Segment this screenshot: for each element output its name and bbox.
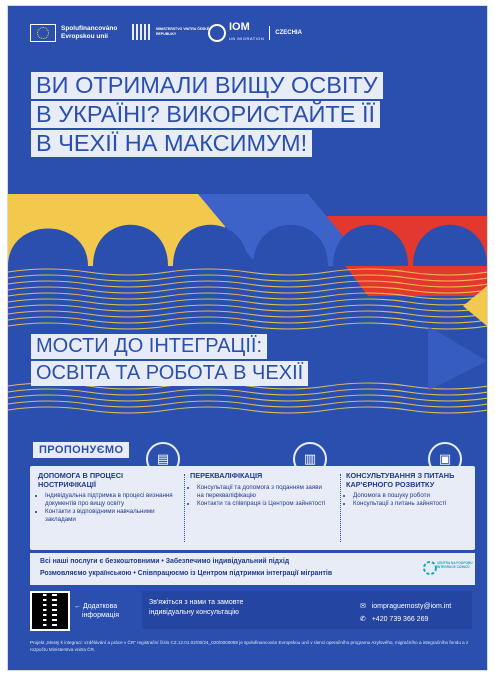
card-divider [184,474,185,542]
eu-logo-text: Spolufinancováno Evropskou unií [61,25,118,40]
eu-flag-icon [30,24,56,42]
iom-subtitle: UN MIGRATION [229,36,265,41]
more-info-line-2: інформація [82,612,120,619]
services-panel [30,466,475,550]
mail-icon: ✉ [360,603,366,610]
briefcase-icon: ▣ [428,442,462,476]
eu-logo [30,24,131,42]
card-divider [340,474,341,542]
service-card-requalification [190,472,330,544]
email-address: iompraguemosty@iom.int [371,603,452,610]
side-arrow-shape [428,326,487,391]
contact-call [149,598,243,618]
benefits-line-2: Розмовляємо українською • Співпрацюємо із Центром підтримки інтеграції мігрантів [40,570,333,577]
contact-call-line-1: Зв'яжіться з нами та замовте [149,599,244,606]
benefits-line-1: Всі наші послуги є безкоштовними • Забезпечимо індивідуальний підхід [40,558,290,565]
footer-legal-text: Projekt „Mosty k integraci: vzdělávání a práce v ČR" registrační číslo CZ.12.01.02/00/24_020/0000058 je spolufinancován Evropskou unií v rámci operačního programu Azylového, migračního a integračního fondu a z rozpočtu Ministerstva vnitra ČR. [30,640,469,652]
subtitle-line-2: ОСВІТА ТА РОБОТА В ЧЕХІЇ [31,361,308,386]
service-bullet: • Допомога в пошуку роботи [353,492,472,500]
service-card-nostrification [38,472,178,544]
more-info-line-1: Додаткова [82,603,118,610]
ministry-logo [132,24,211,40]
headline-line-1: ВИ ОТРИМАЛИ ВИЩУ ОСВІТУ [31,72,383,99]
headline-line-2: В УКРАЇНІ? ВИКОРИСТАЙТЕ ЇЇ [31,101,380,128]
header-logos [8,6,487,58]
iom-name: IOM [229,21,250,33]
poster [8,6,487,670]
integration-centre-logo-text: CENTRA NA PODPORU INTEGRACE CIZINCŮ [437,561,473,569]
service-bullet: • Контакти з відповідними навчальними закладами [45,508,178,524]
email-contact[interactable] [360,602,451,610]
service-bullet: • Індивідуальна підтримка в процесі визнання документів про вищу освіту [45,492,178,508]
service-title: КОНСУЛЬТУВАННЯ З ПИТАНЬ КАР'ЄРНОГО РОЗВИТКУ [346,471,455,489]
country-label: CZECHIA [269,26,302,40]
contact-call-line-2: індивідуальну консультацію [149,609,239,616]
integration-centre-logo-icon [423,558,437,578]
qr-code-pattern [32,593,68,629]
arrow-left-icon: ← [74,603,81,610]
certificate-icon: ▤ [146,442,180,476]
subtitle-line-1: МОСТИ ДО ІНТЕГРАЦІЇ: [31,334,267,359]
phone-contact[interactable] [360,615,428,623]
iom-logo [208,22,302,44]
book-icon: ▥ [293,442,327,476]
service-bullet: • Консультації та допомога з поданням заяви на перекваліфікацію [197,484,330,500]
service-card-career [346,472,472,544]
qr-code[interactable] [30,591,70,631]
iom-logo-text [229,22,264,44]
service-bullet: • Контакти та співпраця із Центром зайнятості [197,500,330,508]
globe-icon [208,24,226,42]
headline-line-3: В ЧЕХІЇ НА МАКСИМУМ! [31,130,312,157]
service-title: ПЕРЕКВАЛІФІКАЦІЯ [190,471,263,480]
ministry-logo-text: MINISTERSTVO VNITRA ČESKÉ REPUBLIKY [156,27,210,36]
service-title: ДОПОМОГА В ПРОЦЕСІ НОСТРИФІКАЦІЇ [38,471,124,489]
more-info-link[interactable] [74,602,119,620]
phone-icon: ✆ [360,616,366,623]
service-bullet: • Консультації з питань зайнятості [353,500,472,508]
offer-label: ПРОПОНУЄМО [33,442,129,458]
benefits-banner [30,553,475,585]
ministry-grid-icon [132,24,152,40]
phone-number: +420 739 366 269 [371,616,429,623]
